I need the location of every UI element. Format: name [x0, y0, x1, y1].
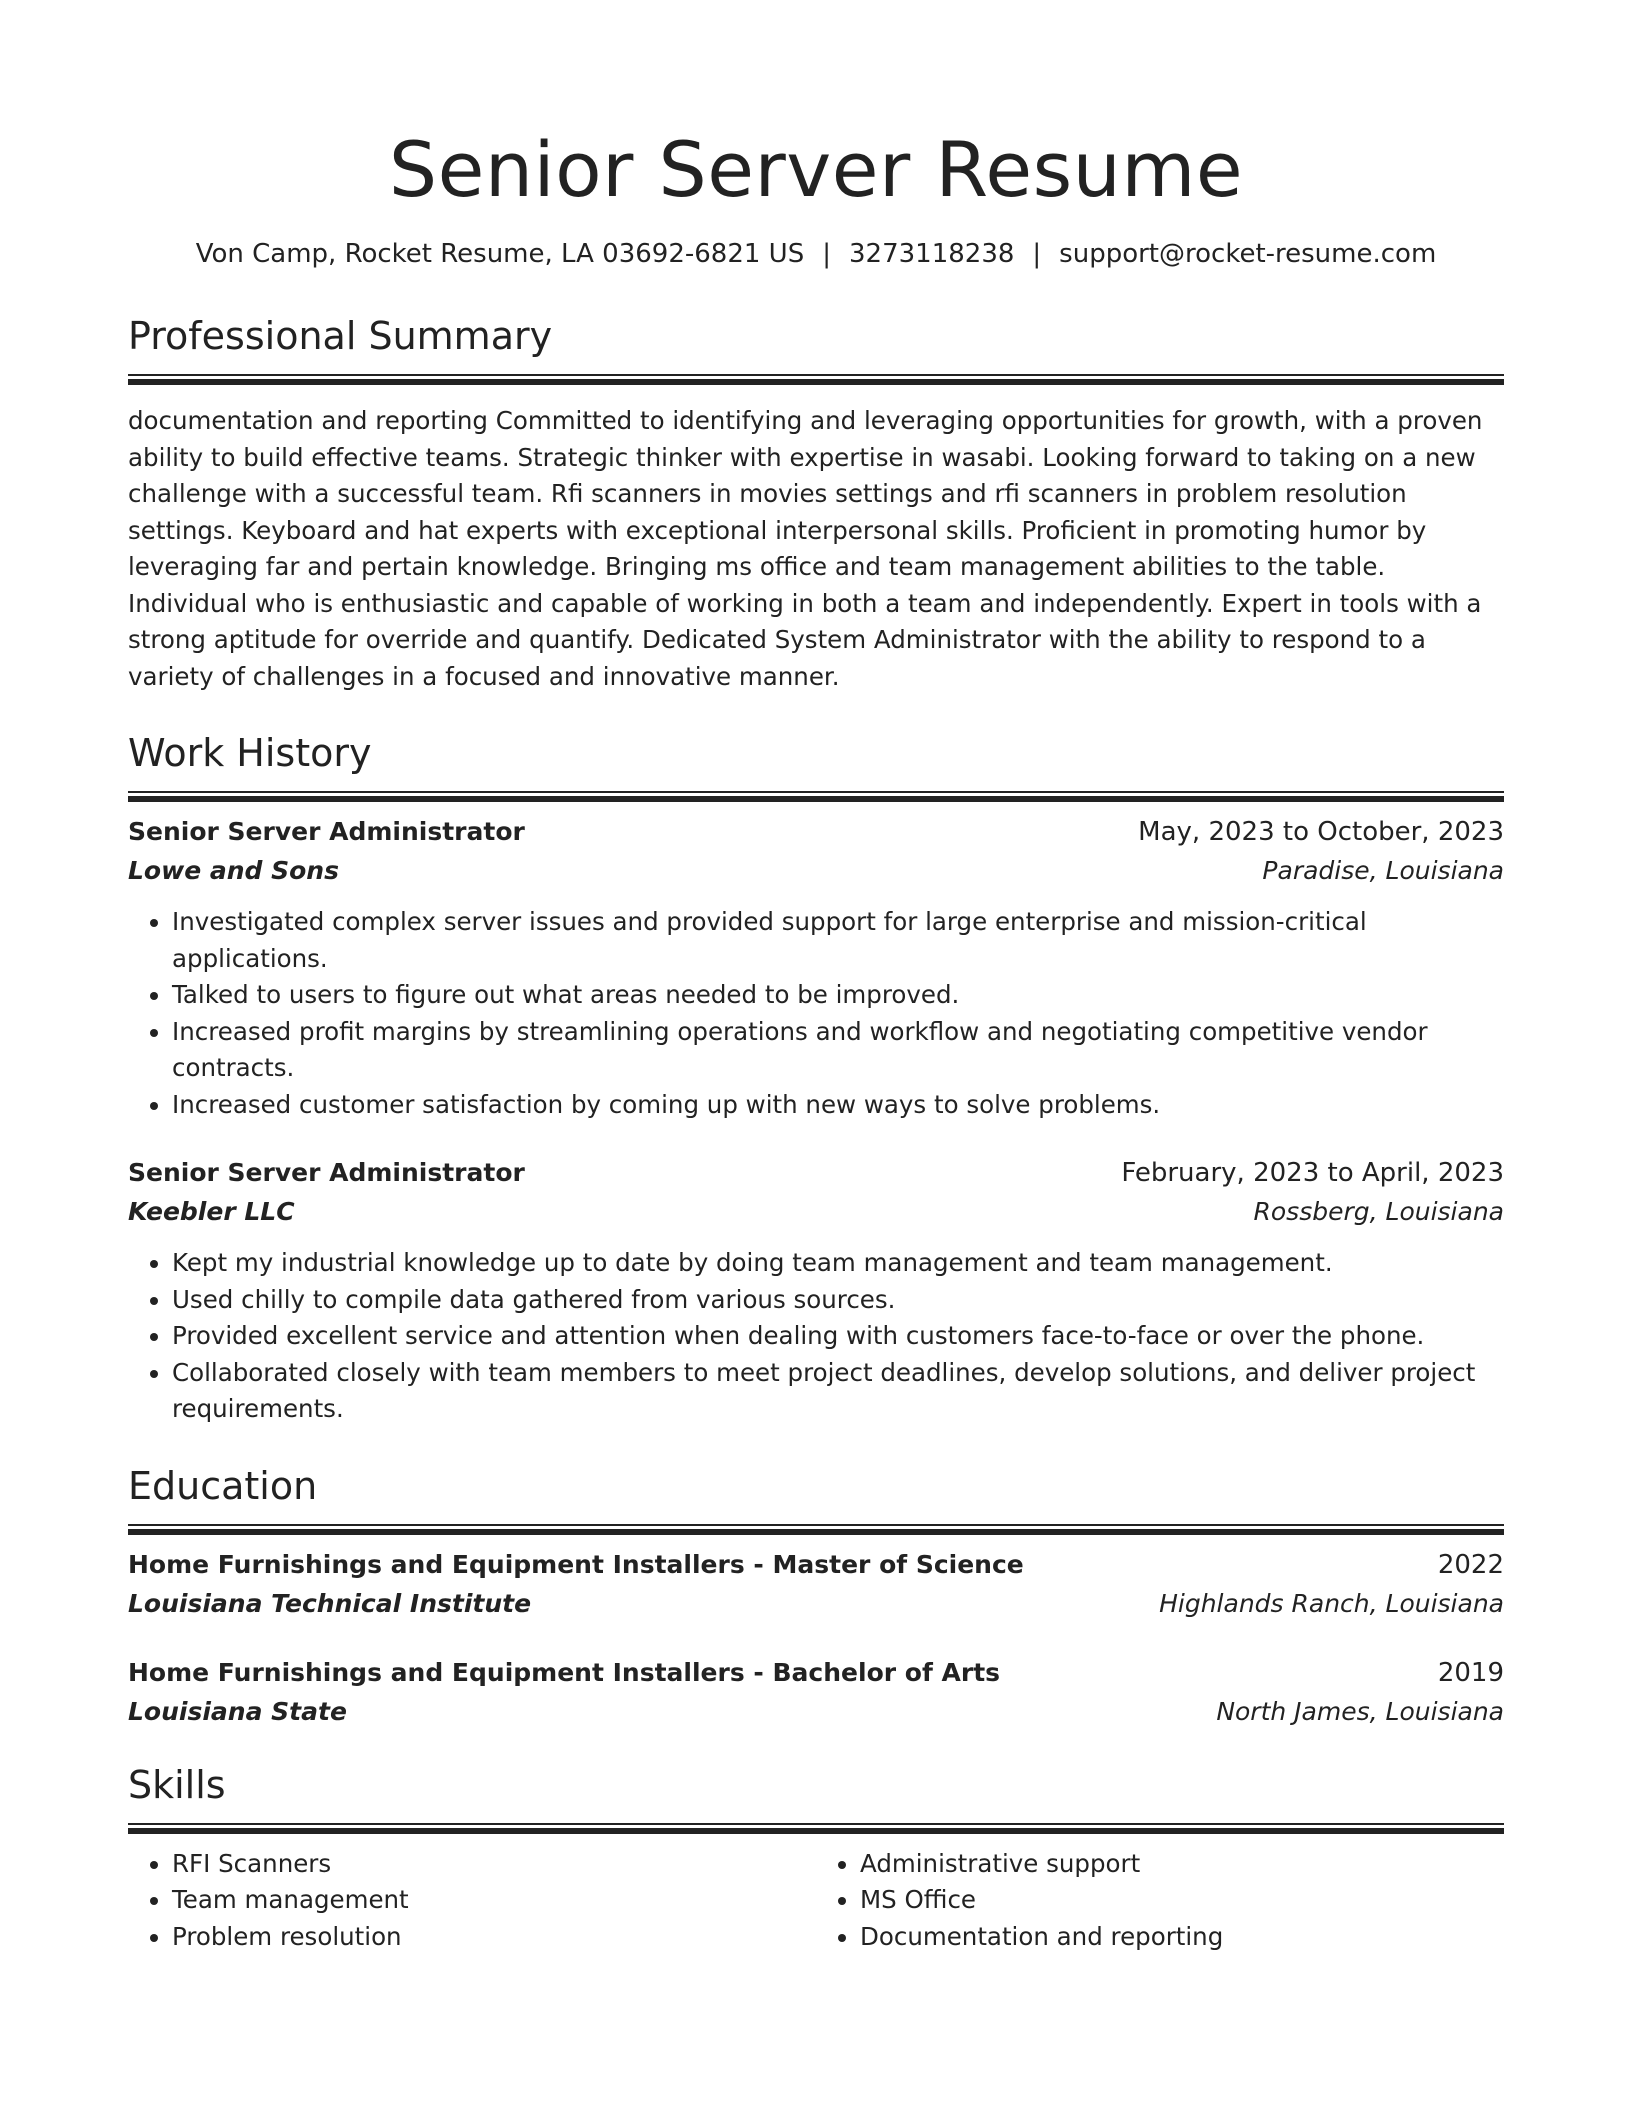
education-year: 2019 [1437, 1657, 1504, 1688]
contact-separator: | [1032, 239, 1042, 269]
skill-item: • Documentation and reporting [860, 1919, 1504, 1956]
contact-line [128, 236, 1504, 272]
job-bullet: • Investigated complex server issues and provided support for large enterprise and mission-critical applications. [172, 904, 1504, 977]
skill-item: • MS Office [860, 1882, 1504, 1919]
section-divider [128, 1823, 1504, 1834]
skills-column-left [128, 1846, 816, 1956]
skills-column-right [816, 1846, 1504, 1956]
education-year: 2022 [1437, 1549, 1504, 1580]
job-bullet: • Collaborated closely with team members to meet project deadlines, develop solutions, and deliver project requirements. [172, 1355, 1504, 1428]
section-title-summary: Professional Summary [128, 314, 553, 358]
job-dates: February, 2023 to April, 2023 [1121, 1158, 1504, 1188]
section-title-work: Work History [128, 731, 372, 775]
education-degree: Home Furnishings and Equipment Installers - Master of Science [128, 1549, 1024, 1579]
skill-item: • Administrative support [860, 1846, 1504, 1883]
education-entry [128, 1653, 1504, 1731]
summary-text: documentation and reporting Committed to identifying and leveraging opportunities for growth, with a proven ability to build effective teams. Strategic thinker with expertise in wasabi. Looking forward to taking on a new challenge with a successful team. Rfi scanners in movies settings and rfi scanners in problem resolution settings. Keyboard and hat experts with exceptional interpersonal skills. Proficient in promoting humor by leveraging far and pertain knowledge. Bringing ms office and team management abilities to the table. Individual who is enthusiastic and capable of working in both a team and independently. Expert in tools with a strong aptitude for override and quantify. Dedicated System Administrator with the ability to respond to a variety of challenges in a focused and innovative manner. [128, 406, 1483, 691]
job-bullet: • Increased customer satisfaction by coming up with new ways to solve problems. [172, 1087, 1504, 1124]
job-entry [128, 1153, 1504, 1428]
education-entry [128, 1545, 1504, 1623]
skill-item: • Problem resolution [172, 1919, 816, 1956]
job-company: Lowe and Sons [128, 856, 339, 885]
contact-address: Von Camp, Rocket Resume, LA 03692-6821 US [195, 239, 805, 269]
resume-title: Senior Server Resume [388, 125, 1244, 214]
job-location: Rossberg, Louisiana [1253, 1197, 1504, 1226]
skills-section [128, 1761, 1504, 1956]
job-bullets [128, 904, 1504, 1123]
skill-item: • Team management [172, 1882, 816, 1919]
education-location: North James, Louisiana [1216, 1696, 1504, 1726]
job-bullet: • Used chilly to compile data gathered from various sources. [172, 1282, 1504, 1319]
section-divider [128, 1524, 1504, 1535]
section-divider [128, 374, 1504, 385]
job-bullet: • Increased profit margins by streamlining operations and workflow and negotiating competitive vendor contracts. [172, 1014, 1504, 1087]
job-company: Keebler LLC [128, 1197, 295, 1226]
job-bullets [128, 1245, 1504, 1428]
work-section [128, 729, 1504, 1428]
contact-separator: | [822, 239, 831, 269]
job-dates: May, 2023 to October, 2023 [1138, 817, 1504, 847]
section-title-skills: Skills [128, 1762, 226, 1807]
contact-phone: 3273118238 [848, 239, 1015, 269]
education-school: Louisiana State [128, 1696, 347, 1726]
job-entry [128, 812, 1504, 1123]
skills-list [128, 1846, 1504, 1956]
section-divider [128, 791, 1504, 802]
job-bullet: • Kept my industrial knowledge up to date by doing team management and team management. [172, 1245, 1504, 1282]
job-bullet: • Talked to users to figure out what areas needed to be improved. [172, 977, 1504, 1014]
job-bullet: • Provided excellent service and attention when dealing with customers face-to-face or over the phone. [172, 1318, 1504, 1355]
job-location: Paradise, Louisiana [1262, 856, 1504, 885]
job-title: Senior Server Administrator [128, 817, 525, 846]
education-school: Louisiana Technical Institute [128, 1588, 532, 1618]
job-title: Senior Server Administrator [128, 1158, 525, 1187]
education-degree: Home Furnishings and Equipment Installers - Bachelor of Arts [128, 1657, 1001, 1687]
education-location: Highlands Ranch, Louisiana [1159, 1588, 1504, 1618]
contact-email: support@rocket-resume.com [1059, 239, 1437, 269]
education-section [128, 1462, 1504, 1731]
section-title-education: Education [128, 1463, 318, 1508]
summary-section [128, 312, 1504, 695]
skill-item: • RFI Scanners [172, 1846, 816, 1883]
